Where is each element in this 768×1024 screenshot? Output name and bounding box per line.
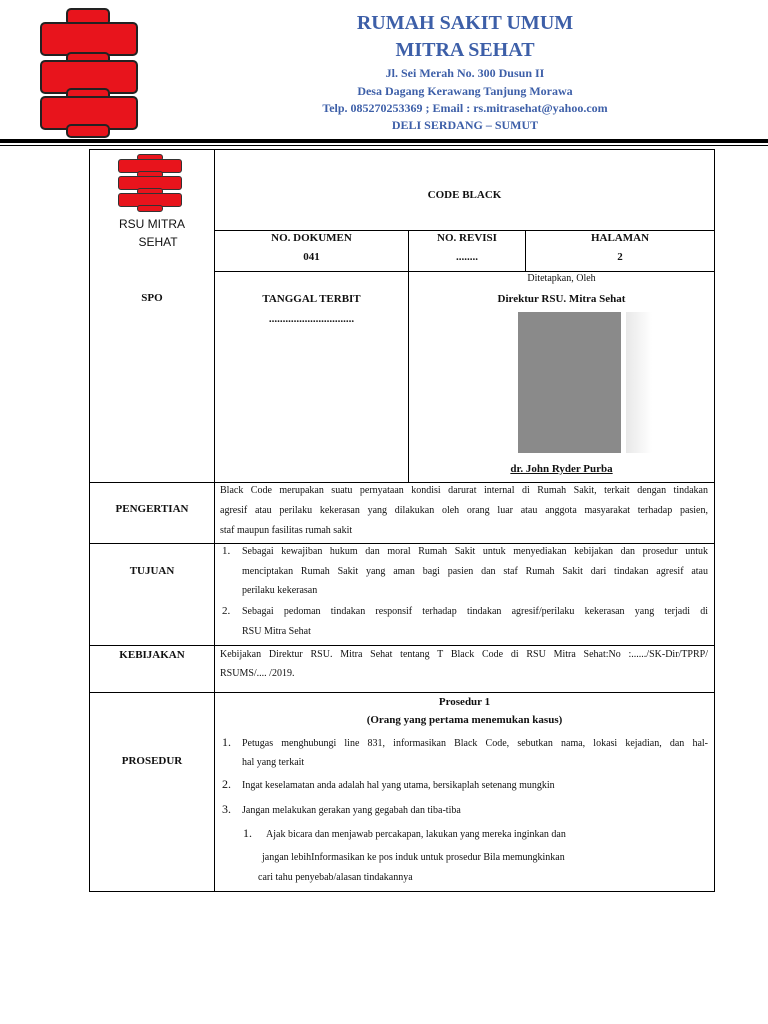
prosedur-item1-number: 1. (222, 735, 231, 749)
halaman-value: 2 (617, 251, 623, 263)
tujuan-label: TUJUAN (129, 565, 175, 577)
tujuan-item1-line3: perilaku kekerasan (242, 585, 318, 596)
hospital-address-line2: Desa Dagang Kerawang Tanjung Morawa (357, 84, 573, 98)
header-divider-thin (0, 145, 768, 146)
prosedur-item2-number: 2. (222, 777, 231, 791)
tujuan-item2-line1: Sebagai pedoman tindakan responsif terhadap tindakan agresif/perilaku kekerasan yang terjadi di (242, 606, 708, 617)
tanggal-terbit-value: ............................... (268, 313, 355, 325)
pengertian-label: PENGERTIAN (115, 503, 189, 515)
tujuan-item1-line2: menciptakan Rumah Sakit yang aman bagi pasien dan staf Rumah Sakit dari tindakan agresif atau (242, 566, 708, 577)
tanggal-terbit-label: TANGGAL TERBIT (262, 293, 361, 305)
hospital-address: Jl. Sei Merah No. 300 Dusun II (385, 66, 545, 80)
prosedur-item2-line1: Ingat keselamatan anda adalah hal yang utama, bersikaplah setenang mungkin (242, 780, 555, 791)
prosedur-sub1-line1: Ajak bicara dan menjawab percakapan, lakukan yang mereka inginkan dan (266, 829, 566, 840)
tujuan-item2-line2: RSU Mitra Sehat (242, 626, 311, 637)
hospital-contact: Telp. 085270253369 ; Email : rs.mitrasehat@yahoo.com (322, 101, 608, 115)
direktur-label: Direktur RSU. Mitra Sehat (497, 293, 626, 305)
signature-image-edge (626, 312, 652, 453)
halaman-label: HALAMAN (590, 232, 650, 244)
logo-label: RSU MITRA (119, 217, 185, 231)
signatory-name: dr. John Ryder Purba (510, 463, 613, 475)
tujuan-item2-number: 2. (222, 605, 231, 617)
hospital-name: RUMAH SAKIT UMUM (356, 12, 574, 34)
ditetapkan-label: Ditetapkan, Oleh (527, 273, 596, 284)
kebijakan-label: KEBIJAKAN (119, 649, 185, 661)
pengertian-text-line2: agresif atau perilaku kekerasan yang dilakukan oleh orang luar atau anggota masyarakat terhadap pasien, (220, 505, 708, 516)
prosedur-sub1-line2: jangan lebihInformasikan ke pos induk untuk prosedur Bila memungkinkan (262, 852, 565, 863)
document-title: CODE BLACK (427, 189, 502, 201)
hospital-logo-icon (38, 8, 140, 136)
kebijakan-text-line1: Kebijakan Direktur RSU. Mitra Sehat tentang T Black Code di RSU Mitra Sehat:No :....../SK-Dir/TPRP/ (220, 649, 708, 660)
prosedur-item1-line2: hal yang terkait (242, 757, 305, 768)
no-dokumen-label: NO. DOKUMEN (271, 232, 352, 244)
prosedur-sub1-line3: cari tahu penyebab/alasan tindakannya (258, 872, 413, 883)
prosedur-item1-line1: Petugas menghubungi line 831, informasikan Black Code, sebutkan nama, lokasi kejadian, dan hal- (242, 738, 708, 749)
prosedur-label: PROSEDUR (121, 755, 183, 767)
hospital-region: DELI SERDANG – SUMUT (391, 118, 539, 132)
rsu-logo-icon (117, 154, 183, 216)
hospital-name-line2: MITRA SEHAT (395, 39, 535, 61)
pengertian-text-line3: staf maupun fasilitas rumah sakit (220, 525, 353, 536)
logo-label-line2: SEHAT (138, 235, 178, 249)
prosedur-subtitle: (Orang yang pertama menemukan kasus) (366, 714, 563, 726)
spo-label: SPO (141, 292, 163, 304)
prosedur-item3-line1: Jangan melakukan gerakan yang gegabah dan tiba-tiba (242, 805, 461, 816)
header-divider-thick (0, 139, 768, 143)
no-dokumen-value: 041 (303, 251, 320, 263)
prosedur-title: Prosedur 1 (438, 696, 491, 708)
no-revisi-value: ........ (456, 251, 478, 263)
prosedur-sub1-number: 1. (243, 826, 252, 840)
prosedur-item3-number: 3. (222, 802, 231, 816)
tujuan-item1-line1: Sebagai kewajiban hukum dan moral Rumah Sakit untuk menyediakan kebijakan dan prosedur untuk (242, 546, 708, 557)
tujuan-item1-number: 1. (222, 545, 231, 557)
signature-image (518, 312, 621, 453)
pengertian-text-line1: Black Code merupakan suatu pernyataan kondisi darurat internal di Rumah Sakit, terkait dengan tindakan (220, 485, 708, 496)
kebijakan-text-line2: RSUMS/.... /2019. (220, 668, 295, 679)
no-revisi-label: NO. REVISI (437, 232, 497, 244)
